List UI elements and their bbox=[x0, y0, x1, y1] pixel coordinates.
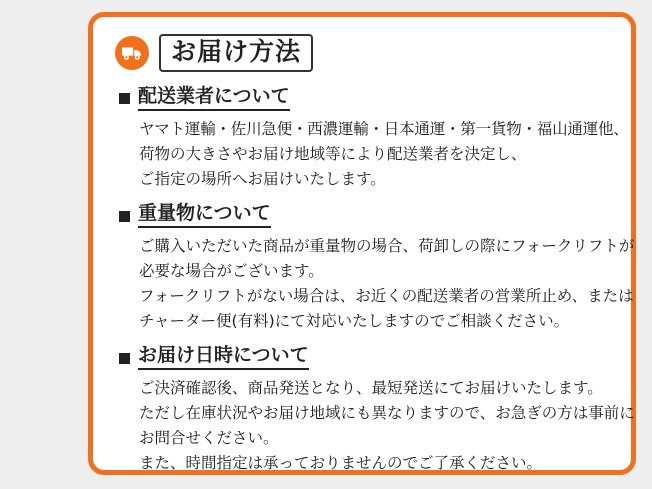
section-body bbox=[139, 234, 635, 334]
bullet-square-icon bbox=[119, 353, 130, 364]
body-line: 荷物の大きさやお届け地域等により配送業者を決定し、 bbox=[139, 144, 527, 163]
section-heading-row bbox=[119, 202, 617, 228]
body-line: フォークリフトがない場合は、お近くの配送業者の営業所止め、または bbox=[139, 287, 634, 306]
panel-inner bbox=[111, 31, 635, 473]
body-line: チャーター便(有料)にて対応いたしますのでご相談ください。 bbox=[139, 312, 570, 331]
section-body bbox=[139, 376, 635, 476]
section-heading: 重量物について bbox=[138, 202, 271, 228]
section-shipping-carrier bbox=[111, 85, 629, 192]
body-line: ただし在庫状況やお届け地域にも異なりますので、お急ぎの方は事前に bbox=[139, 404, 635, 423]
body-line: お問合せください。 bbox=[139, 429, 279, 448]
section-heading: 配送業者について bbox=[138, 85, 290, 111]
body-line: ご購入いただいた商品が重量物の場合、荷卸しの際にフォークリフトが bbox=[139, 236, 635, 255]
panel-title-box bbox=[159, 34, 313, 73]
delivery-truck-icon bbox=[115, 36, 149, 70]
panel-title-row bbox=[111, 31, 617, 75]
body-line: ヤマト運輸・佐川急便・西濃運輸・日本通運・第一貨物・福山通運他、 bbox=[139, 119, 629, 138]
section-heading-row bbox=[119, 344, 617, 370]
bullet-square-icon bbox=[119, 93, 130, 104]
delivery-info-panel bbox=[88, 12, 636, 475]
section-delivery-datetime bbox=[111, 344, 635, 476]
body-line: また、時間指定は承っておりませんのでご了承ください。 bbox=[139, 454, 543, 473]
body-line: ご指定の場所へお届けいたします。 bbox=[139, 170, 386, 189]
body-line: ご決済確認後、商品発送となり、最短発送にてお届けいたします。 bbox=[139, 379, 603, 398]
body-line: 必要な場合がございます。 bbox=[139, 262, 324, 281]
section-body bbox=[139, 117, 629, 192]
section-heading: お届け日時について bbox=[138, 344, 309, 370]
section-heading-row bbox=[119, 85, 617, 111]
bullet-square-icon bbox=[119, 211, 130, 222]
section-heavy-goods bbox=[111, 202, 635, 334]
panel-title: お届け方法 bbox=[171, 36, 302, 66]
